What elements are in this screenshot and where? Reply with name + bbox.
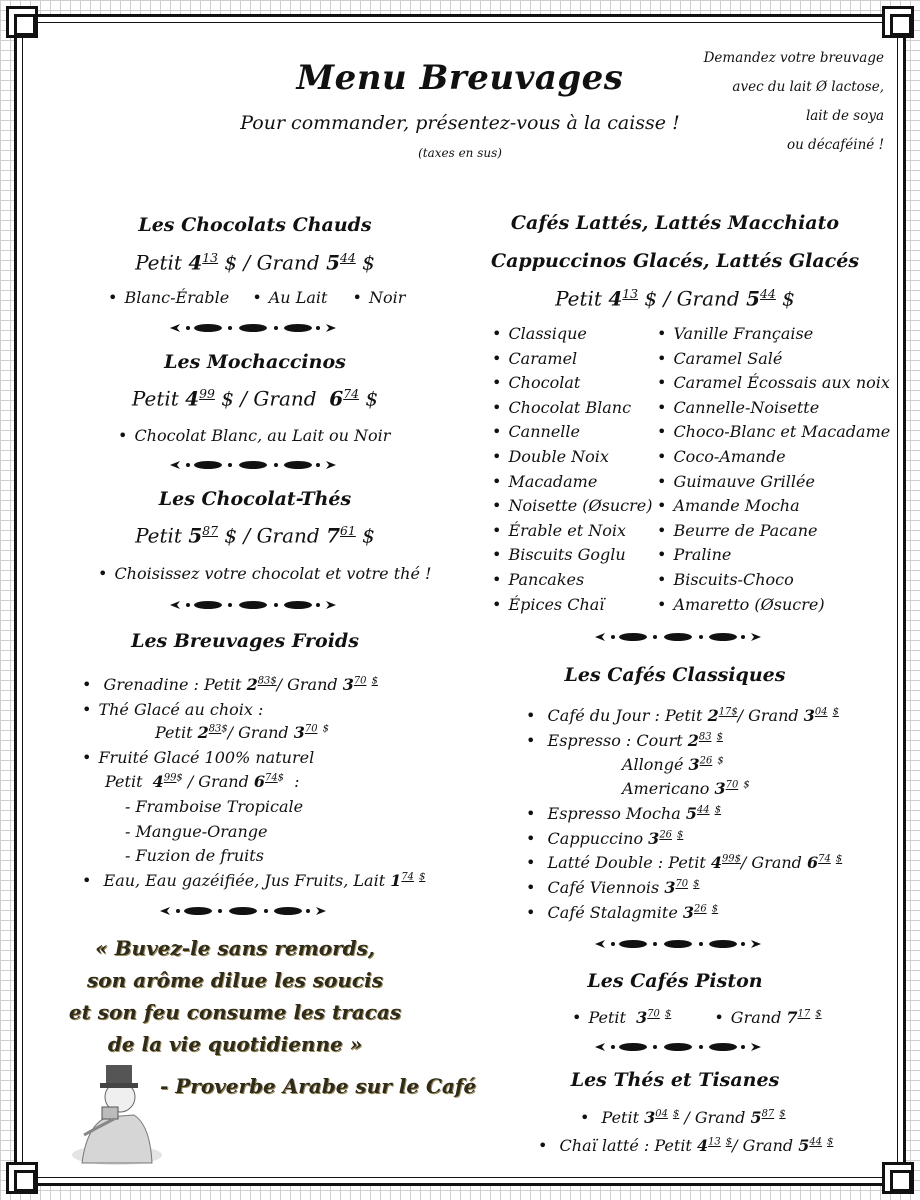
size-label: Grand <box>748 706 799 725</box>
colon: : <box>294 772 300 791</box>
classic-latte-double: • Latté Double : Petit $4^{99\$}/$ Grand $6^{74}$ $ <box>526 853 842 872</box>
price-cents: 87 <box>761 1108 775 1120</box>
price-cents: 04 <box>655 1108 668 1120</box>
section-heading-mochaccinos: Les Mochaccinos <box>164 351 346 373</box>
size-label: Grand <box>256 250 320 275</box>
fruite-flavor: - Framboise Tropicale <box>125 797 304 816</box>
currency: $ <box>322 723 329 735</box>
currency: $ <box>827 1136 834 1148</box>
latte-flavor: • Érable et Noix <box>492 519 652 544</box>
item-label: Café du Jour : Petit <box>547 706 703 725</box>
latte-flavor: • Pancakes <box>492 568 652 593</box>
latte-flavor: • Amaretto (Øsucre) <box>657 593 890 618</box>
section-heading-classiques: Les Cafés Classiques <box>564 664 786 686</box>
currency: $ <box>362 250 375 275</box>
proverb-signature: - Proverbe Arabe sur le Café <box>160 1074 477 1098</box>
classic-cafe-viennois <box>526 878 699 897</box>
item-label: Allongé <box>622 755 684 774</box>
price-chocolats: Petit $4^{13}$ $ / Grand $5^{44}$ $ <box>135 250 375 275</box>
piston-prices <box>572 1008 822 1027</box>
flavor-item: • Au Lait <box>252 288 327 307</box>
price-main: 3 <box>342 675 354 694</box>
currency: $ <box>419 871 426 883</box>
latte-flavor: • Chocolat Blanc <box>492 396 652 421</box>
menu-title: Menu Breuvages <box>296 58 624 98</box>
corner-ornament-top-right <box>882 6 914 38</box>
taxes-note: (taxes en sus) <box>418 146 502 160</box>
price-cents: 13 <box>622 286 639 301</box>
quote-line: et son feu consume les tracas <box>68 1000 402 1024</box>
price-cents: 74 <box>343 386 359 401</box>
currency: $ <box>693 878 700 890</box>
ornament-divider <box>158 906 328 916</box>
price-cents: 70 <box>675 878 689 890</box>
section-heading-chocolat-thes: Les Chocolat-Thés <box>158 488 352 510</box>
price-cents: 74 <box>401 871 414 883</box>
corner-ornament-top-left <box>6 6 38 38</box>
currency: $ <box>224 523 238 548</box>
classic-cafe-stalagmite <box>526 903 718 922</box>
price-main: 3 <box>636 1008 648 1027</box>
section-heading-lattes: Cafés Lattés, Lattés Macchiato <box>510 212 840 234</box>
fruite-flavor: - Fuzion de fruits <box>125 846 264 865</box>
size-label: Petit <box>135 250 182 275</box>
price-cents: 61 <box>340 523 356 538</box>
side-note <box>694 44 884 160</box>
currency: $ <box>782 286 795 311</box>
price-main: 3 <box>293 723 305 742</box>
size-label: Petit <box>555 286 602 311</box>
fruite-prices: Petit $4^{99\$}$ / Grand $6^{74\$}$ : <box>105 772 300 791</box>
price-main: 5 <box>798 1136 810 1155</box>
piston-grand <box>714 1008 821 1027</box>
currency: $ <box>815 1008 822 1020</box>
latte-flavor: • Caramel <box>492 347 652 372</box>
size-label: Grand <box>676 286 740 311</box>
section-heading-piston: Les Cafés Piston <box>587 970 763 992</box>
latte-flavors-col1 <box>492 322 652 617</box>
size-label: Grand <box>694 1108 746 1127</box>
currency: $ <box>664 1008 672 1020</box>
side-note-line: avec du lait Ø lactose, <box>732 79 884 95</box>
latte-flavor: • Coco-Amande <box>657 445 890 470</box>
currency: $ <box>734 853 741 865</box>
ornament-divider <box>168 600 338 610</box>
flavor-item: • Noir <box>353 288 406 307</box>
price-cents: 70 <box>725 779 739 791</box>
price-cents: 13 <box>708 1136 721 1148</box>
classic-cappuccino <box>526 829 683 848</box>
classic-espresso <box>526 731 723 750</box>
price-cents: 44 <box>809 1136 822 1148</box>
currency: $ <box>371 675 378 687</box>
item-label: Chaï latté : Petit <box>559 1136 692 1155</box>
latte-flavor: • Biscuits Goglu <box>492 543 652 568</box>
section-heading-froids: Les Breuvages Froids <box>131 630 359 652</box>
price-cents: 04 <box>814 706 828 718</box>
latte-flavor: • Amande Mocha <box>657 494 890 519</box>
item-label: Café Stalagmite <box>547 903 678 922</box>
price-main: 5 <box>685 804 697 823</box>
currency: $ <box>672 1108 680 1120</box>
piston-petit <box>572 1008 671 1027</box>
size-label: Grand <box>256 523 320 548</box>
price-main: 2 <box>197 723 209 742</box>
price-main: 3 <box>664 878 676 897</box>
currency: $ <box>224 250 238 275</box>
currency: $ <box>835 853 843 865</box>
latte-flavor: • Vanille Française <box>657 322 890 347</box>
chocolat-the-item: • Choisissez votre chocolat et votre thé ! <box>98 564 431 583</box>
size-label: Petit <box>135 523 182 548</box>
currency: $ <box>270 675 277 687</box>
price-cents: 17 <box>718 706 732 718</box>
mochaccino-item: • Chocolat Blanc, au Lait ou Noir <box>118 426 390 445</box>
item-label: Grenadine : Petit <box>103 675 242 694</box>
price-main: 3 <box>648 829 660 848</box>
price-main: 5 <box>326 250 341 275</box>
size-label: Grand <box>198 772 249 791</box>
latte-flavor: • Double Noix <box>492 445 652 470</box>
price-cents: 70 <box>304 723 318 735</box>
price-cents: 44 <box>696 804 710 816</box>
price-cents: 17 <box>797 1008 811 1020</box>
menu-subtitle: Pour commander, présentez-vous à la caisse ! <box>240 112 680 134</box>
proverb-quote <box>40 932 430 1060</box>
price-main: 4 <box>710 853 722 872</box>
ornament-divider <box>593 632 763 642</box>
size-label: Petit <box>131 386 179 411</box>
price-cents: 83 <box>208 723 222 735</box>
latte-flavor: • Choco-Blanc et Macadame <box>657 420 890 445</box>
fruite-flavor: - Mangue-Orange <box>125 822 268 841</box>
price-cents: 74 <box>818 853 831 865</box>
latte-flavor: • Classique <box>492 322 652 347</box>
price-cents: 26 <box>694 903 707 915</box>
price-main: 5 <box>188 523 203 548</box>
classic-cafe-du-jour: • Café du Jour : Petit $2^{17\$}/$ Grand $3^{04}$ $ <box>526 706 839 725</box>
latte-flavor: • Beurre de Pacane <box>657 519 890 544</box>
size-label: Grand <box>730 1008 782 1027</box>
size-label: Petit <box>588 1008 626 1027</box>
price-main: 1 <box>390 871 402 890</box>
item-label: Latté Double : Petit <box>547 853 706 872</box>
price-cents: 87 <box>202 523 219 538</box>
ornament-divider <box>168 323 338 333</box>
vintage-man-drinking-illustration <box>62 1055 162 1165</box>
item-label: Espresso Mocha <box>547 804 681 823</box>
size-label: Grand <box>287 675 338 694</box>
price-main: 6 <box>329 386 344 411</box>
section-heading-thes: Les Thés et Tisanes <box>570 1069 780 1091</box>
currency: $ <box>221 386 234 411</box>
currency: $ <box>711 903 719 915</box>
price-main: 3 <box>682 903 695 922</box>
item-label: Espresso : Court <box>547 731 683 750</box>
chocolat-flavors <box>108 288 405 307</box>
ornament-divider <box>168 460 338 470</box>
currency: $ <box>221 723 228 735</box>
price-cents: 44 <box>340 250 356 265</box>
latte-flavor: • Noisette (Øsucre) <box>492 494 652 519</box>
latte-flavor: • Cannelle-Noisette <box>657 396 890 421</box>
currency: $ <box>644 286 658 311</box>
currency: $ <box>731 706 738 718</box>
cold-drink-the: • Thé Glacé au choix : <box>82 700 263 719</box>
size-label: Petit <box>601 1108 640 1127</box>
price-main: 5 <box>746 286 761 311</box>
side-note-line: ou décaféiné ! <box>786 137 884 153</box>
price-main: 3 <box>644 1108 656 1127</box>
currency: $ <box>832 706 839 718</box>
price-cents: 99 <box>199 386 215 401</box>
price-main: 5 <box>750 1108 762 1127</box>
item-label: Eau, Eau gazéifiée, Jus Fruits, Lait <box>103 871 386 890</box>
price-cents: 70 <box>353 675 367 687</box>
price-lattes: Petit $4^{13}$ $ / Grand $5^{44}$ $ <box>555 286 795 311</box>
price-main: 4 <box>696 1136 709 1155</box>
price-cents: 13 <box>202 250 219 265</box>
price-main: 3 <box>803 706 815 725</box>
corner-ornament-bottom-left <box>6 1162 38 1194</box>
price-main: 2 <box>707 706 719 725</box>
price-cents: 83 <box>698 731 712 743</box>
latte-flavors-col2 <box>657 322 890 617</box>
price-main: 4 <box>188 250 203 275</box>
price-cents: 99 <box>163 772 177 784</box>
currency: $ <box>779 1108 786 1120</box>
side-note-line: lait de soya <box>805 108 884 124</box>
price-main: 2 <box>246 675 258 694</box>
currency: $ <box>277 772 284 784</box>
size-label: Grand <box>253 386 317 411</box>
ornament-divider <box>593 1042 763 1052</box>
section-heading-chocolats: Les Chocolats Chauds <box>138 214 372 236</box>
price-cents: 99 <box>722 853 735 865</box>
cold-drink-eau <box>82 871 425 890</box>
quote-line: « Buvez-le sans remords, <box>95 936 375 960</box>
chai-latte: • Chaï latté : Petit $4^{13}$ $/ Grand $5^{44}$ $ <box>538 1136 833 1155</box>
side-note-line: Demandez votre breuvage <box>703 50 884 66</box>
currency: $ <box>725 1136 733 1148</box>
espresso-allonge <box>622 755 724 774</box>
latte-flavor: • Cannelle <box>492 420 652 445</box>
currency: $ <box>362 523 375 548</box>
espresso-americano <box>622 779 750 798</box>
currency: $ <box>716 731 723 743</box>
price-cents: 44 <box>760 286 776 301</box>
latte-flavor: • Guimauve Grillée <box>657 470 890 495</box>
price-main: 3 <box>714 779 726 798</box>
price-cents: 26 <box>659 829 672 841</box>
price-main: 6 <box>807 853 819 872</box>
price-cents: 83 <box>257 675 271 687</box>
quote-line: de la vie quotidienne » <box>107 1032 363 1056</box>
classic-espresso-mocha <box>526 804 721 823</box>
price-main: 7 <box>326 523 341 548</box>
price-main: 4 <box>152 772 164 791</box>
currency: $ <box>714 804 721 816</box>
the-prices: • Petit $3^{04}$ $ / Grand $5^{87}$ $ <box>580 1108 786 1127</box>
price-cents: 74 <box>265 772 278 784</box>
price-cents: 26 <box>699 755 713 767</box>
latte-flavor: • Épices Chaï <box>492 593 652 618</box>
currency: $ <box>743 779 750 791</box>
price-chocolat-thes: Petit $5^{87}$ $ / Grand $7^{61}$ $ <box>135 523 375 548</box>
currency: $ <box>365 386 379 411</box>
item-label: Cappuccino <box>547 829 644 848</box>
latte-flavor: • Biscuits-Choco <box>657 568 890 593</box>
size-label: Petit <box>105 772 143 791</box>
price-main: 6 <box>253 772 266 791</box>
latte-flavor: • Caramel Écossais aux noix <box>657 371 890 396</box>
price-main: 4 <box>185 386 200 411</box>
item-label: Americano <box>622 779 710 798</box>
latte-flavor: • Chocolat <box>492 371 652 396</box>
price-main: 2 <box>687 731 699 750</box>
currency: $ <box>176 772 183 784</box>
ornament-divider <box>593 939 763 949</box>
flavor-item: • Blanc-Érable <box>108 288 229 307</box>
size-label: Grand <box>238 723 289 742</box>
latte-flavor: • Caramel Salé <box>657 347 890 372</box>
price-mochaccinos: Petit $4^{99}$ $ / Grand $6^{74}$ $ <box>131 386 379 411</box>
price-main: 3 <box>688 755 700 774</box>
quote-line: son arôme dilue les soucis <box>87 968 383 992</box>
size-label: Grand <box>742 1136 794 1155</box>
size-label: Grand <box>751 853 802 872</box>
item-label: Café Viennois <box>547 878 660 897</box>
price-main: 7 <box>786 1008 798 1027</box>
corner-ornament-bottom-right <box>882 1162 914 1194</box>
price-cents: 70 <box>647 1008 660 1020</box>
currency: $ <box>677 829 684 841</box>
latte-flavor: • Praline <box>657 543 890 568</box>
currency: $ <box>717 755 724 767</box>
size-label: Petit <box>155 723 193 742</box>
price-main: 4 <box>608 286 623 311</box>
latte-flavor: • Macadame <box>492 470 652 495</box>
the-prices: Petit $2^{83\$}/$ Grand $3^{70}$ $ <box>155 723 329 742</box>
cold-drink-grenadine: • Grenadine : Petit $2^{83\$}/$ Grand $3^{70}$ $ <box>82 675 378 694</box>
section-heading-glaces: Cappuccinos Glacés, Lattés Glacés <box>490 250 860 272</box>
cold-drink-fruite: • Fruité Glacé 100% naturel <box>82 748 314 767</box>
